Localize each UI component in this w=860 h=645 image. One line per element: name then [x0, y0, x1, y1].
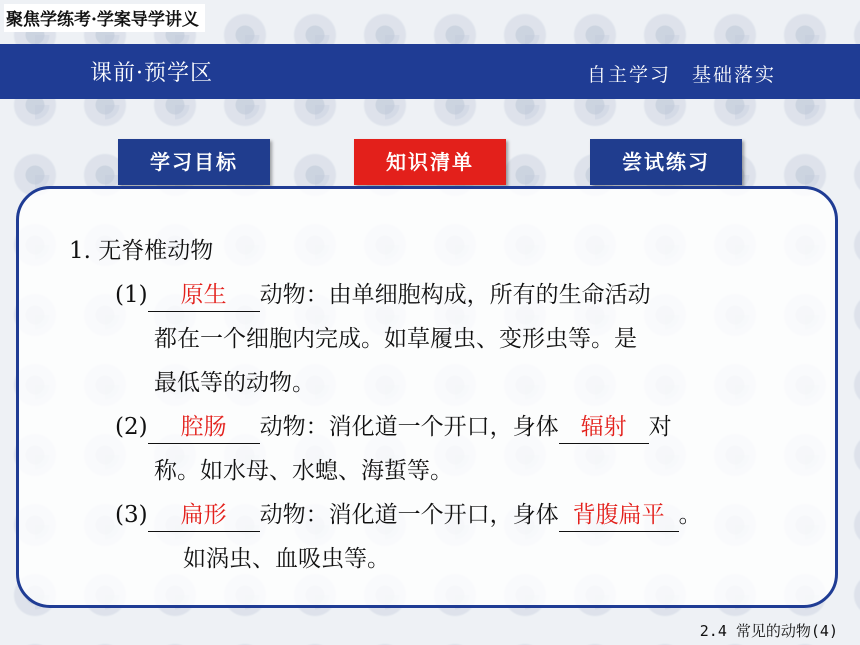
tab-learning-goals[interactable]: 学习目标: [118, 139, 270, 185]
item-3-prefix: (3): [115, 502, 148, 528]
item-2-line-2: 称。如水母、水螅、海蜇等。: [154, 458, 453, 484]
item-3-line-1: [115, 493, 702, 537]
content-panel: [16, 186, 838, 608]
item-2-blank-2: 辐射: [559, 411, 649, 444]
section-title: 课前·预学区: [90, 61, 213, 86]
item-2-text: 动物：消化道一个开口，身体: [259, 414, 559, 440]
tab-knowledge-list[interactable]: 知识清单: [354, 139, 506, 185]
item-2-line-1: [115, 405, 672, 449]
item-2-prefix: (2): [115, 414, 148, 440]
tab-practice[interactable]: 尝试练习: [590, 139, 742, 185]
item-3-blank-2: 背腹扁平: [559, 499, 679, 532]
item-3-line-2: 如涡虫、血吸虫等。: [183, 546, 390, 572]
item-3-blank-1: 扁形: [148, 499, 260, 532]
item-1-blank: 原生: [148, 279, 260, 312]
item-2-text-end: 对: [648, 414, 672, 440]
item-2-blank-1: 腔肠: [148, 411, 260, 444]
book-title: 聚焦学练考·学案导学讲义: [4, 4, 205, 32]
item-1-line-3: 最低等的动物。: [154, 370, 315, 396]
footer-label: 2.4 常见的动物(4): [699, 622, 838, 640]
item-1-prefix: (1): [115, 282, 148, 308]
item-1-line-2: 都在一个细胞内完成。如草履虫、变形虫等。是: [154, 326, 637, 352]
item-3-text: 动物：消化道一个开口，身体: [259, 502, 559, 528]
item-3-text-end: 。: [678, 502, 702, 528]
item-1-line-1: [115, 273, 651, 317]
item-1-text: 动物：由单细胞构成，所有的生命活动: [259, 282, 651, 308]
section-header: [0, 44, 860, 99]
section-subtitle: 自主学习 基础落实: [586, 64, 776, 86]
heading: 1. 无脊椎动物: [69, 238, 214, 264]
